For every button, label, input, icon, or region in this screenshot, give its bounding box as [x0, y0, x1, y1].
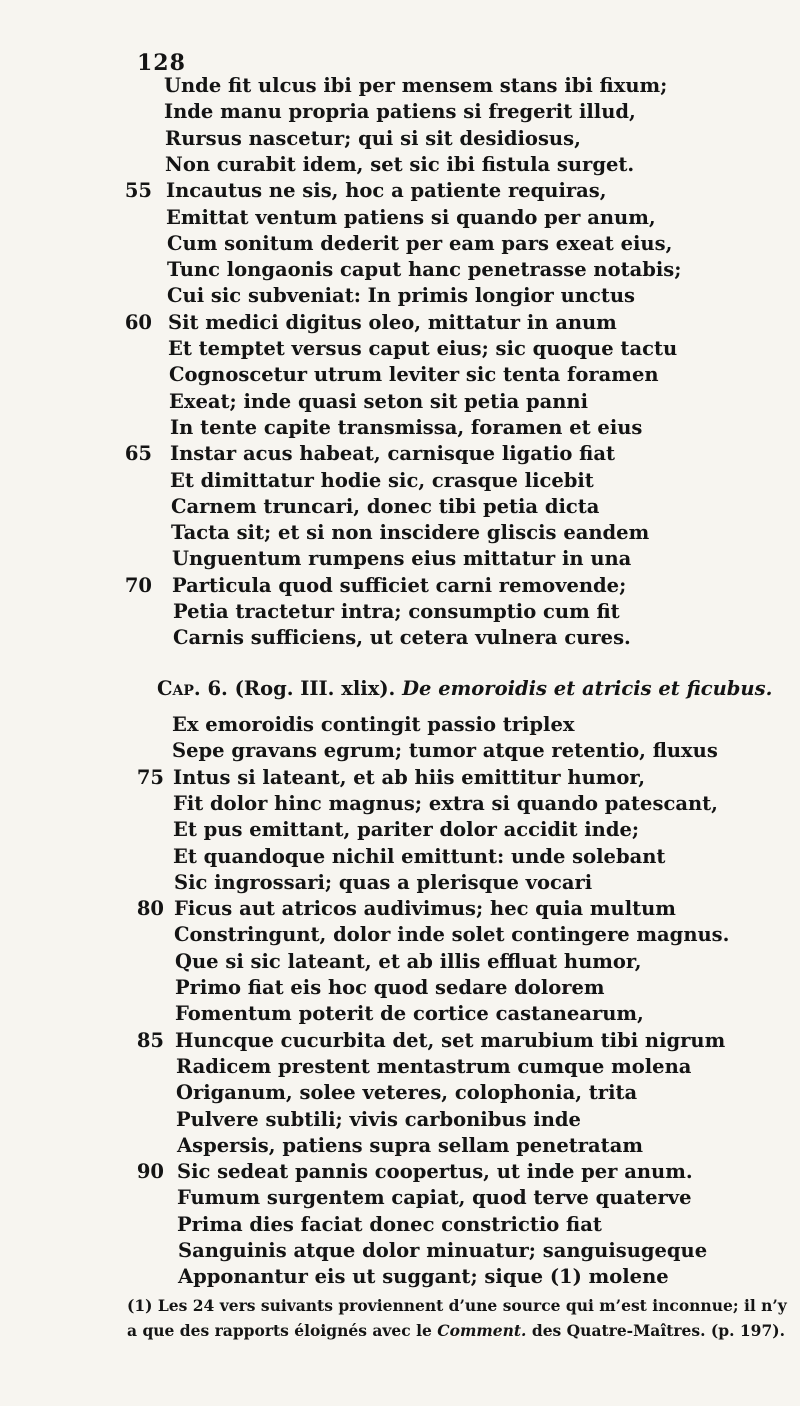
verse-number: 55 [124, 179, 152, 203]
verse-line [0, 1160, 800, 1186]
page-number: 128 [137, 50, 186, 76]
verse-text: In tente capite transmissa, foramen et eius [170, 415, 643, 439]
verse-line [0, 1108, 800, 1134]
verse-line [0, 739, 800, 765]
chapter-title: De emoroidis et atricis et ficubus. [402, 677, 773, 700]
verse-text: Primo fiat eis hoc quod sedare dolorem [175, 976, 605, 999]
verse-number: 70 [124, 573, 152, 597]
verse-line [0, 495, 800, 521]
verse-text: Instar acus habeat, carnisque ligatio fiat [170, 442, 615, 466]
verse-line [0, 574, 800, 600]
verse-line [0, 127, 800, 153]
verse-line [0, 626, 800, 652]
verse-text: Fomentum poterit de cortice castanearum, [175, 1002, 644, 1026]
verse-text: Huncque cucurbita det, set marubium tibi nigrum [175, 1028, 726, 1052]
verse-line [0, 1055, 800, 1081]
footnote-text-b: des Quatre-Maîtres. (p. 197). [531, 1321, 785, 1340]
verse-text: Fit dolor hinc magnus; extra si quando patescant, [173, 791, 718, 815]
chapter-label: Cap. 6. [157, 677, 228, 700]
footnote-line-1: (1) Les 24 vers suivants proviennent d’une source qui m’est inconnue; il n’y [127, 1296, 787, 1315]
verse-line [0, 950, 800, 976]
verse-line [0, 1002, 800, 1028]
verse-line [0, 74, 800, 100]
verse-line [0, 818, 800, 844]
verse-number: 60 [124, 310, 152, 334]
verse-text: Emittat ventum patiens si quando per anum, [166, 205, 656, 229]
verse-line [0, 416, 800, 442]
verse-line [0, 1239, 800, 1265]
verse-line [0, 100, 800, 126]
verse-text: Radicem prestent mentastrum cumque molena [176, 1054, 692, 1078]
verse-line [0, 1029, 800, 1055]
verse-text: Que si sic lateant, et ab illis effluat humor, [175, 949, 642, 973]
verse-line [0, 337, 800, 363]
verse-text: Non curabit idem, set sic ibi fistula surget. [165, 152, 635, 176]
verse-text: Carnis sufficiens, ut cetera vulnera cures. [173, 626, 631, 650]
verse-line [0, 311, 800, 337]
verse-line [0, 1186, 800, 1212]
verse-text: Unguentum rumpens eius mittatur in una [172, 547, 632, 571]
verse-line [0, 547, 800, 573]
verse-text: Sic ingrossari; quas a plerisque vocari [174, 870, 593, 894]
verse-text: Unde fit ulcus ibi per mensem stans ibi fixum; [164, 74, 668, 97]
verse-number: 75 [136, 765, 164, 789]
verse-text: Exeat; inde quasi seton sit petia panni [169, 389, 589, 413]
verse-text: Ficus aut atricos audivimus; hec quia multum [174, 897, 676, 921]
verse-number: 90 [136, 1160, 164, 1184]
verse-line [0, 600, 800, 626]
verse-text: Cognoscetur utrum leviter sic tenta foramen [169, 363, 659, 387]
verse-line [0, 206, 800, 232]
verse-text: Incautus ne sis, hoc a patiente requiras, [166, 179, 607, 203]
verse-line [0, 232, 800, 258]
verse-line [0, 766, 800, 792]
verse-line [0, 792, 800, 818]
verse-line [0, 1081, 800, 1107]
verse-text: Apponantur eis ut suggant; sique (1) molene [178, 1265, 669, 1289]
verse-text: Cui sic subveniat: In primis longior unctus [167, 284, 635, 308]
verse-text: Sit medici digitus oleo, mittatur in anum [168, 310, 617, 334]
verse-line [0, 284, 800, 310]
verse-line [0, 713, 800, 739]
verse-text: Sepe gravans egrum; tumor atque retentio, fluxus [172, 739, 718, 763]
verse-text: Ex emoroidis contingit passio triplex [172, 713, 575, 736]
verse-line [0, 923, 800, 949]
verse-text: Petia tractetur intra; consumptio cum fit [173, 600, 620, 623]
verse-text: Et quandoque nichil emittunt: unde solebant [173, 844, 666, 868]
verse-text: Prima dies faciat donec constrictio fiat [177, 1212, 602, 1236]
verse-text: Et dimittatur hodie sic, crasque licebit [170, 468, 594, 492]
chapter-reference: (Rog. III. xlix). [234, 677, 396, 700]
verse-text: Origanum, solee veteres, colophonia, trita [176, 1081, 638, 1105]
verse-line [0, 871, 800, 897]
verse-line [0, 1134, 800, 1160]
verse-line [0, 897, 800, 923]
verse-line [0, 521, 800, 547]
verse-number: 85 [136, 1028, 164, 1052]
verse-text: Intus si lateant, et ab hiis emittitur humor, [173, 765, 646, 789]
verse-text: Particula quod sufficiet carni removende; [172, 573, 627, 597]
verse-text: Cum sonitum dederit per eam pars exeat eius, [167, 231, 673, 255]
verse-text: Et pus emittant, pariter dolor accidit inde; [173, 818, 640, 842]
verse-line [0, 258, 800, 284]
verse-text: Tacta sit; et si non inscidere gliscis eandem [171, 521, 650, 545]
verse-text: Aspersis, patiens supra sellam penetratam [177, 1133, 643, 1157]
verse-text: Constringunt, dolor inde solet contingere magnus. [174, 923, 730, 947]
footnote-work-title: Comment. [437, 1321, 527, 1340]
verse-line [0, 179, 800, 205]
verse-line [0, 1265, 800, 1291]
verse-text: Fumum surgentem capiat, quod terve quaterve [177, 1186, 692, 1210]
verse-text: Sic sedeat pannis coopertus, ut inde per anum. [177, 1160, 693, 1184]
verse-text: Carnem truncari, donec tibi petia dicta [171, 494, 600, 518]
verse-line [0, 845, 800, 871]
verse-text: Et temptet versus caput eius; sic quoque tactu [168, 337, 678, 360]
verse-line [0, 390, 800, 416]
verse-line [0, 442, 800, 468]
footnote-text-a: a que des rapports éloignés avec le [127, 1321, 432, 1340]
footnote-line-2 [127, 1321, 787, 1340]
verse-line [0, 153, 800, 179]
verse-line [0, 469, 800, 495]
verse-line [0, 976, 800, 1002]
verse-text: Rursus nascetur; qui si sit desidiosus, [165, 126, 581, 150]
verse-line [0, 363, 800, 389]
verse-text: Inde manu propria patiens si fregerit illud, [164, 100, 636, 124]
verse-text: Tunc longaonis caput hanc penetrasse notabis; [167, 258, 682, 282]
verse-text: Sanguinis atque dolor minuatur; sanguisugeque [178, 1239, 708, 1262]
verse-line [0, 1213, 800, 1239]
verse-number: 65 [124, 442, 152, 466]
verse-text: Pulvere subtili; vivis carbonibus inde [176, 1107, 581, 1131]
chapter-heading [157, 677, 772, 700]
verse-number: 80 [136, 897, 164, 921]
